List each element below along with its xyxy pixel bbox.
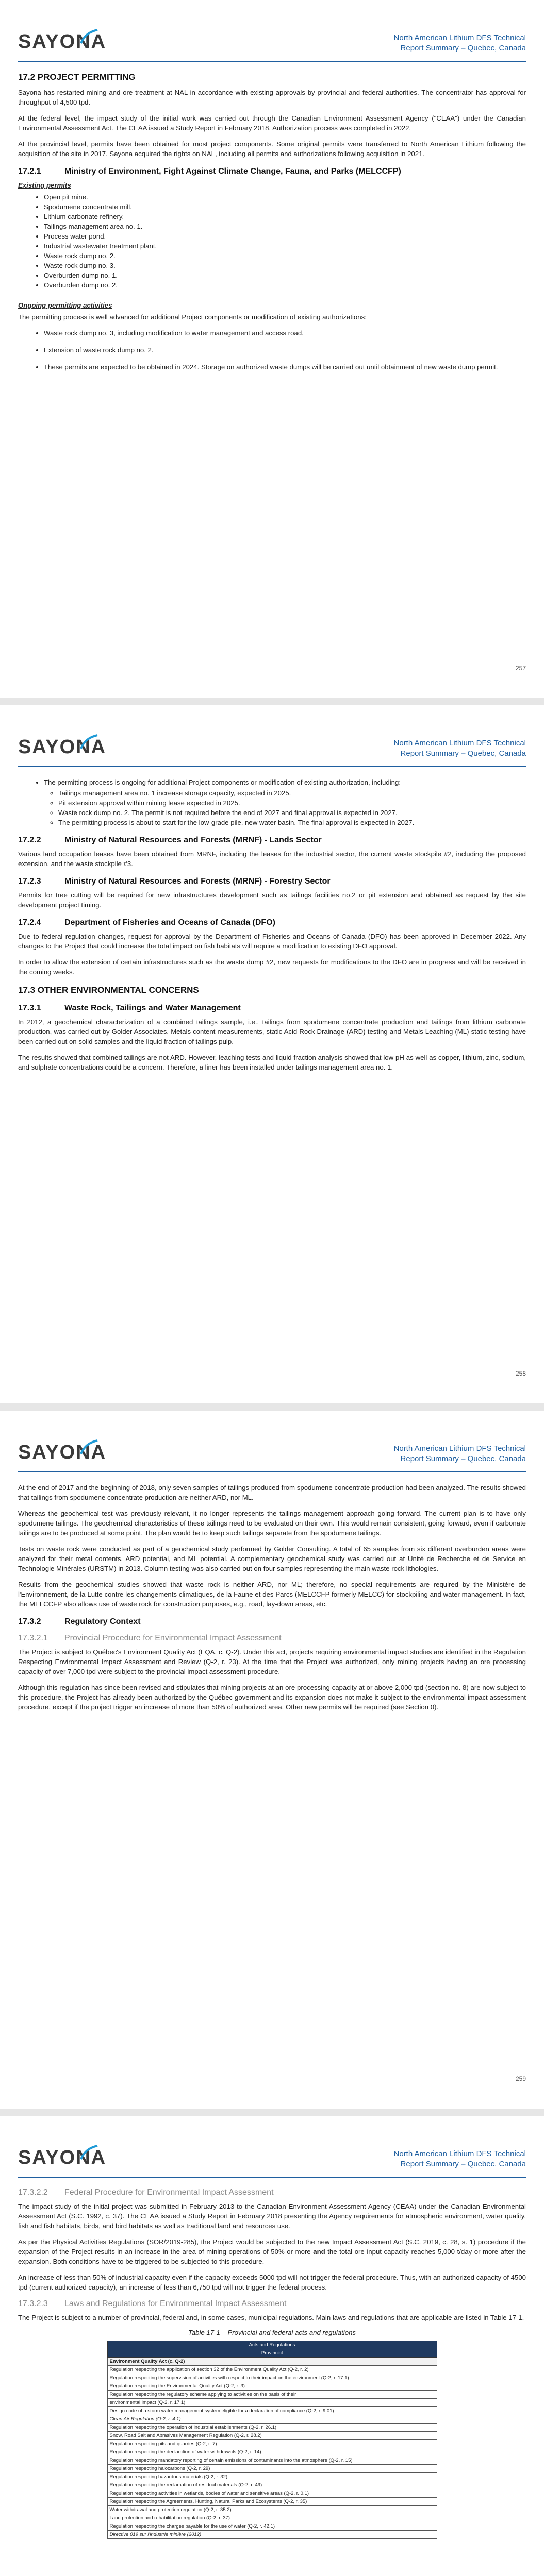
paragraph: The results showed that combined tailings are not ARD. However, leaching tests and liquid fraction analysis showed that low pH as well as copper, lithium, zinc, sodium, and sulphate concentrations could be a concern. Therefore, a liner has been installed under tailings management area no. 1. bbox=[18, 1054, 526, 1071]
paragraph: The permitting process is well advanced for additional Project components or modification of existing authorizations: bbox=[18, 313, 367, 321]
acts-regulations-table bbox=[107, 2341, 437, 2539]
list-item: • Overburden dump no. 1. bbox=[44, 270, 526, 280]
header-title: North American Lithium DFS Technical Report Summary – Quebec, Canada bbox=[393, 33, 526, 53]
paragraph: In 2012, a geochemical characterization of a combined tailings sample, i.e., tailings from spodumene concentrate production and tailings from lithium carbonate production, was carried out by Golder Associates. Metals content measurements, static Acid Rock Drainage (ARD) testing and Metals Leaching (ML) static testing have been carried out on solid samples and the liquid fraction of tailings pulp. bbox=[18, 1018, 526, 1045]
table-row: Regulation respecting hazardous materials (Q-2, r. 32) bbox=[107, 2473, 437, 2481]
existing-permits-label: Existing permits bbox=[18, 181, 71, 189]
paragraph: Whereas the geochemical test was previously relevant, it no longer represents the tailings management approach going forward. The current plan is to have only spodumene tailings. The geochemical characteristics of these tailings need to be evaluated on their own. This would remain consistent, going forward, even if carbonate tailings are to be produced at some point. The plan would be to keep such tailings separate from the spodumene tailings. bbox=[18, 1510, 526, 1537]
sayona-logo: SAYONA bbox=[18, 2147, 106, 2169]
page-header bbox=[18, 0, 526, 62]
table-row: Directive 019 sur l'industrie minière (2012) bbox=[107, 2531, 437, 2539]
table-row: Clean Air Regulation (Q-2, r. 4.1) bbox=[107, 2415, 437, 2424]
paragraph: At the end of 2017 and the beginning of 2018, only seven samples of tailings produced from spodumene concentrate production had been analyzed. The results showed that tailings from spodumene concentrate production are neither ARD, nor ML. bbox=[18, 1484, 526, 1501]
subsection-heading: 17.2.3 Ministry of Natural Resources and Forests (MRNF) - Forestry Sector bbox=[18, 877, 331, 886]
page-257 bbox=[0, 0, 544, 698]
subsubsection-heading: 17.3.2.3 Laws and Regulations for Environmental Impact Assessment bbox=[18, 2299, 287, 2308]
list-item: • These permits are expected to be obtained in 2024. Storage on authorized waste dumps will be carried out until obtainment of new waste dump permit. bbox=[44, 362, 526, 372]
header-rule bbox=[18, 766, 526, 767]
page-number: 257 bbox=[515, 665, 526, 672]
table-row: Regulation respecting the Environmental Quality Act (Q-2, r. 3) bbox=[107, 2382, 437, 2391]
page-separator bbox=[0, 698, 544, 705]
page-header bbox=[18, 1411, 526, 1472]
list-item: ◦ Tailings management area no. 1 increase storage capacity, expected in 2025. bbox=[58, 788, 526, 798]
list-item: ◦ The permitting process is about to start for the low-grade pile, new water basin. The final approval is expected in 2027. bbox=[58, 818, 526, 827]
table-row: Land protection and rehabilitation regulation (Q-2, r. 37) bbox=[107, 2514, 437, 2522]
paragraph: An increase of less than 50% of industrial capacity even if the capacity exceeds 5000 tpd will not trigger the federal procedure. Thus, with an authorized capacity of 4500 tpd (current authorized capacity), an increase of less than 6,750 tpd will not trigger the federal process. bbox=[18, 2274, 526, 2291]
header-rule bbox=[18, 2177, 526, 2178]
paragraph: Although this regulation has since been revised and stipulates that mining projects at an ore processing capacity at or above 2,000 tpd (section no. 8) are now subject to this procedure, the Project has already been authorized by the Québec government and its expansion does not make it subject to the environmental impact assessment procedure, except if the project trigger an increase of more than 50% of authorized area. Other new permits will be required (see Section 0). bbox=[18, 1684, 526, 1711]
list-item: • Waste rock dump no. 3. bbox=[44, 261, 526, 270]
subsection-heading: 17.3.2 Regulatory Context bbox=[18, 1617, 141, 1626]
table-row: Regulation respecting the regulatory scheme applying to activities on the basis of their bbox=[107, 2391, 437, 2399]
table-row: Regulation respecting halocarbons (Q-2, r. 29) bbox=[107, 2465, 437, 2473]
paragraph: Various land occupation leases have been obtained from MRNF, including the leases for the industrial sector, the current waste stockpile #2, including the proposed extension, and the waste stockpile #3. bbox=[18, 850, 526, 868]
subsubsection-heading: 17.3.2.2 Federal Procedure for Environmental Impact Assessment bbox=[18, 2188, 274, 2197]
header-rule bbox=[18, 61, 526, 62]
table-row: Regulation respecting mandatory reporting of certain emissions of contaminants into the atmosphere (Q-2, r. 15) bbox=[107, 2456, 437, 2465]
logo-swoosh-icon bbox=[79, 28, 100, 48]
paragraph: Due to federal regulation changes, request for approval by the Department of Fisheries and Oceans of Canada (DFO) has been approved in December 2022. Any changes to the Project that could increase the total impact on fish habitats will require a modification to existing DFO approval. bbox=[18, 933, 526, 950]
header-title: North American Lithium DFS Technical Report Summary – Quebec, Canada bbox=[393, 739, 526, 758]
page-content bbox=[18, 1483, 526, 1718]
page-258 bbox=[0, 705, 544, 1403]
page-header bbox=[18, 2116, 526, 2178]
subsection-heading: 17.2.1 Ministry of Environment, Fight Against Climate Change, Fauna, and Parks (MELCCFP) bbox=[18, 167, 401, 176]
list-item: • The permitting process is ongoing for additional Project components or modification of existing authorization, including: ◦ Tailings management area no. 1 increase storage capacity, expected in 2025. ◦ Pit extension approval within mining lease expected in 2025. ◦ Waste rock dump no. 2. The permit is not required before the end of 2027 and final approval is expected in 2027. ◦ The permitting process is about to start for the low-grade pile, new water basin. The final approval is expected in 2027. bbox=[44, 777, 526, 827]
page-number: 258 bbox=[515, 1370, 526, 1377]
list-item: • Waste rock dump no. 2. bbox=[44, 251, 526, 261]
list-item: • Lithium carbonate refinery. bbox=[44, 212, 526, 222]
sayona-logo: SAYONA bbox=[18, 31, 106, 53]
page-content bbox=[18, 2188, 526, 2539]
page-header bbox=[18, 705, 526, 767]
page-260 bbox=[0, 2116, 544, 2576]
ongoing-permits-label: Ongoing permitting activities bbox=[18, 301, 112, 309]
table-row: Water withdrawal and protection regulation (Q-2, r. 35.2) bbox=[107, 2506, 437, 2514]
list-item: • Open pit mine. bbox=[44, 192, 526, 202]
header-title: North American Lithium DFS Technical Report Summary – Quebec, Canada bbox=[393, 2149, 526, 2168]
list-item: • Spodumene concentrate mill. bbox=[44, 202, 526, 212]
section-heading: 17.3 OTHER ENVIRONMENTAL CONCERNS bbox=[18, 985, 199, 995]
table-row: Regulation respecting activities in wetlands, bodies of water and sensitive areas (Q-2, r. 0.1) bbox=[107, 2489, 437, 2498]
table-row: Regulation respecting the reclamation of residual materials (Q-2, r. 49) bbox=[107, 2481, 437, 2489]
subsubsection-heading: 17.3.2.1 Provincial Procedure for Environmental Impact Assessment bbox=[18, 1634, 282, 1642]
ongoing-permits-list bbox=[18, 777, 526, 827]
logo-swoosh-icon bbox=[79, 2144, 100, 2164]
paragraph: At the provincial level, permits have been obtained for most project components. Some original permits were transferred to North American Lithium following the acquisition of the site in 2017. Sayona acquired the rights on NAL, including all permits and authorizations following acquisition in 2021. bbox=[18, 140, 526, 158]
table-row: Design code of a storm water management system eligible for a declaration of compliance (Q-2, r. 9.01) bbox=[107, 2407, 437, 2415]
page-separator bbox=[0, 2109, 544, 2116]
table-row: Regulation respecting the supervision of activities with respect to their impact on the environment (Q-2, r. 17.1) bbox=[107, 2374, 437, 2382]
table-section-row: Environment Quality Act (c. Q-2) bbox=[107, 2358, 437, 2366]
list-item: • Waste rock dump no. 3, including modification to water management and access road. bbox=[44, 328, 526, 338]
table-caption: Table 17-1 – Provincial and federal acts and regulations bbox=[188, 2329, 356, 2336]
paragraph: Results from the geochemical studies showed that waste rock is neither ARD, nor ML; therefore, no special requirements are required by the Ministère de l'Environnement, de la Lutte contre les changements climatiques, de la Faune et des Parcs (MELCCFP formerly MELCC) for stockpiling and water management. In fact, the MELCCFP also allows use of waste rock for construction purposes, e.g., road, lay-down areas, etc. bbox=[18, 1581, 526, 1608]
table-row: Snow, Road Salt and Abrasives Management Regulation (Q-2, r. 28.2) bbox=[107, 2432, 437, 2440]
page-content bbox=[18, 777, 526, 1078]
table-row: Regulation respecting the application of section 32 of the Environment Quality Act (Q-2, r. 2) bbox=[107, 2366, 437, 2374]
paragraph: Permits for tree cutting will be required for new infrastructures development such as tailings facilities no.2 or pit extension and obtained as request by the site development project timing. bbox=[18, 891, 526, 909]
list-item: • Extension of waste rock dump no. 2. bbox=[44, 345, 526, 355]
list-item: ◦ Waste rock dump no. 2. The permit is not required before the end of 2027 and final approval is expected in 2027. bbox=[58, 808, 526, 818]
list-item: • Industrial wastewater treatment plant. bbox=[44, 241, 526, 251]
table-row: Regulation respecting the charges payable for the use of water (Q-2, r. 42.1) bbox=[107, 2522, 437, 2531]
list-item: • Tailings management area no. 1. bbox=[44, 222, 526, 231]
sub-list bbox=[44, 788, 526, 827]
paragraph: Tests on waste rock were conducted as part of a geochemical study performed by Golder Consulting. A total of 65 samples from six different overburden areas were analyzed for their metal contents, ARD potential, and ML potential. A complementary geochemical study was carried out at Unité de Recherche et de Service en Technologie Minérales (URSTM) in 2013. Column testing was also carried out on four samples representing the main waste rock lithologies. bbox=[18, 1545, 526, 1572]
paragraph: The Project is subject to Québec's Environment Quality Act (EQA, c. Q-2). Under this act, projects requiring environmental impact studies are identified in the Regulation Respecting Environmental Impact Assessment and Review (Q-2, r. 23). At the time that the Project was authorized, only mining projects having an ore processing capacity of over 7,000 tpd were subject to the provincial impact assessment procedure. bbox=[18, 1648, 526, 1675]
existing-permits-list bbox=[18, 192, 526, 290]
subsection-heading: 17.2.2 Ministry of Natural Resources and Forests (MRNF) - Lands Sector bbox=[18, 836, 322, 844]
subsection-heading: 17.3.1 Waste Rock, Tailings and Water Management bbox=[18, 1004, 241, 1012]
page-number: 259 bbox=[515, 2075, 526, 2082]
table-row: environmental impact (Q-2, r. 17.1) bbox=[107, 2399, 437, 2407]
page-separator bbox=[0, 1403, 544, 1411]
paragraph: Sayona has restarted mining and ore treatment at NAL in accordance with existing approvals by provincial and federal authorities. The concentrator has approval for throughput of 4,500 tpd. bbox=[18, 89, 526, 106]
list-item: ◦ Pit extension approval within mining lease expected in 2025. bbox=[58, 798, 526, 808]
list-item: • Overburden dump no. 2. bbox=[44, 280, 526, 290]
logo-swoosh-icon bbox=[79, 733, 100, 754]
paragraph: As per the Physical Activities Regulations (SOR/2019-285), the Project would be subjected to the new Impact Assessment Act (S.C. 2019, c. 28, s. 1) procedure if the expansion of the Project results in an increase in the area of mining operations of 50% or more and the total ore input capacity reaches 5,000 t/day or more after the expansion. Both conditions have to be triggered to be subjected to this procedure. bbox=[18, 2238, 526, 2265]
table-row: Regulation respecting pits and quarries (Q-2, r. 7) bbox=[107, 2440, 437, 2448]
table-header: Acts and Regulations bbox=[107, 2341, 437, 2349]
paragraph: At the federal level, the impact study of the initial work was carried out through the Canadian Environment Assessment Agency ("CEAA") under the Canadian Environmental Assessment Act. The CEAA issued a Study Report in February 2018. Authorization process was completed in 2022. bbox=[18, 114, 526, 132]
paragraph: The Project is subject to a number of provincial, federal and, in some cases, municipal regulations. Main laws and regulations that are applicable are listed in Table 17-1. bbox=[18, 2314, 524, 2321]
header-rule bbox=[18, 1471, 526, 1472]
page-259 bbox=[0, 1411, 544, 2109]
paragraph: In order to allow the extension of certain infrastructures such as the waste dump #2, new requests for modifications to the DFO are in progress and will be received in the coming weeks. bbox=[18, 958, 526, 976]
page-content bbox=[18, 72, 526, 379]
table-row: Regulation respecting the Agreements, Hunting, Natural Parks and Ecosystems (Q-2, r. 35) bbox=[107, 2498, 437, 2506]
sayona-logo: SAYONA bbox=[18, 1442, 106, 1464]
subsection-heading: 17.2.4 Department of Fisheries and Oceans of Canada (DFO) bbox=[18, 918, 275, 927]
header-title: North American Lithium DFS Technical Report Summary – Quebec, Canada bbox=[393, 1444, 526, 1463]
sayona-logo: SAYONA bbox=[18, 736, 106, 758]
paragraph: The impact study of the initial project was submitted in February 2013 to the Canadian Environment Assessment Agency (CEAA) under the Canadian Environmental Assessment Act (S.C. 1992, c. 37). The CEAA issued a Study Report in February 2018 presenting the Agency requirements for atmospheric environment, water quality, fish and fish habitats, birds, and bird habitats as well as traditional land and resources use. bbox=[18, 2202, 526, 2230]
list-item: • Process water pond. bbox=[44, 231, 526, 241]
table-row: Regulation respecting the operation of industrial establishments (Q-2, r. 26.1) bbox=[107, 2424, 437, 2432]
table-header: Provincial bbox=[107, 2349, 437, 2358]
ongoing-permits-list bbox=[18, 328, 526, 372]
table-row: Regulation respecting the declaration of water withdrawals (Q-2, r. 14) bbox=[107, 2448, 437, 2456]
section-heading: 17.2 PROJECT PERMITTING bbox=[18, 72, 136, 82]
logo-swoosh-icon bbox=[79, 1438, 100, 1459]
